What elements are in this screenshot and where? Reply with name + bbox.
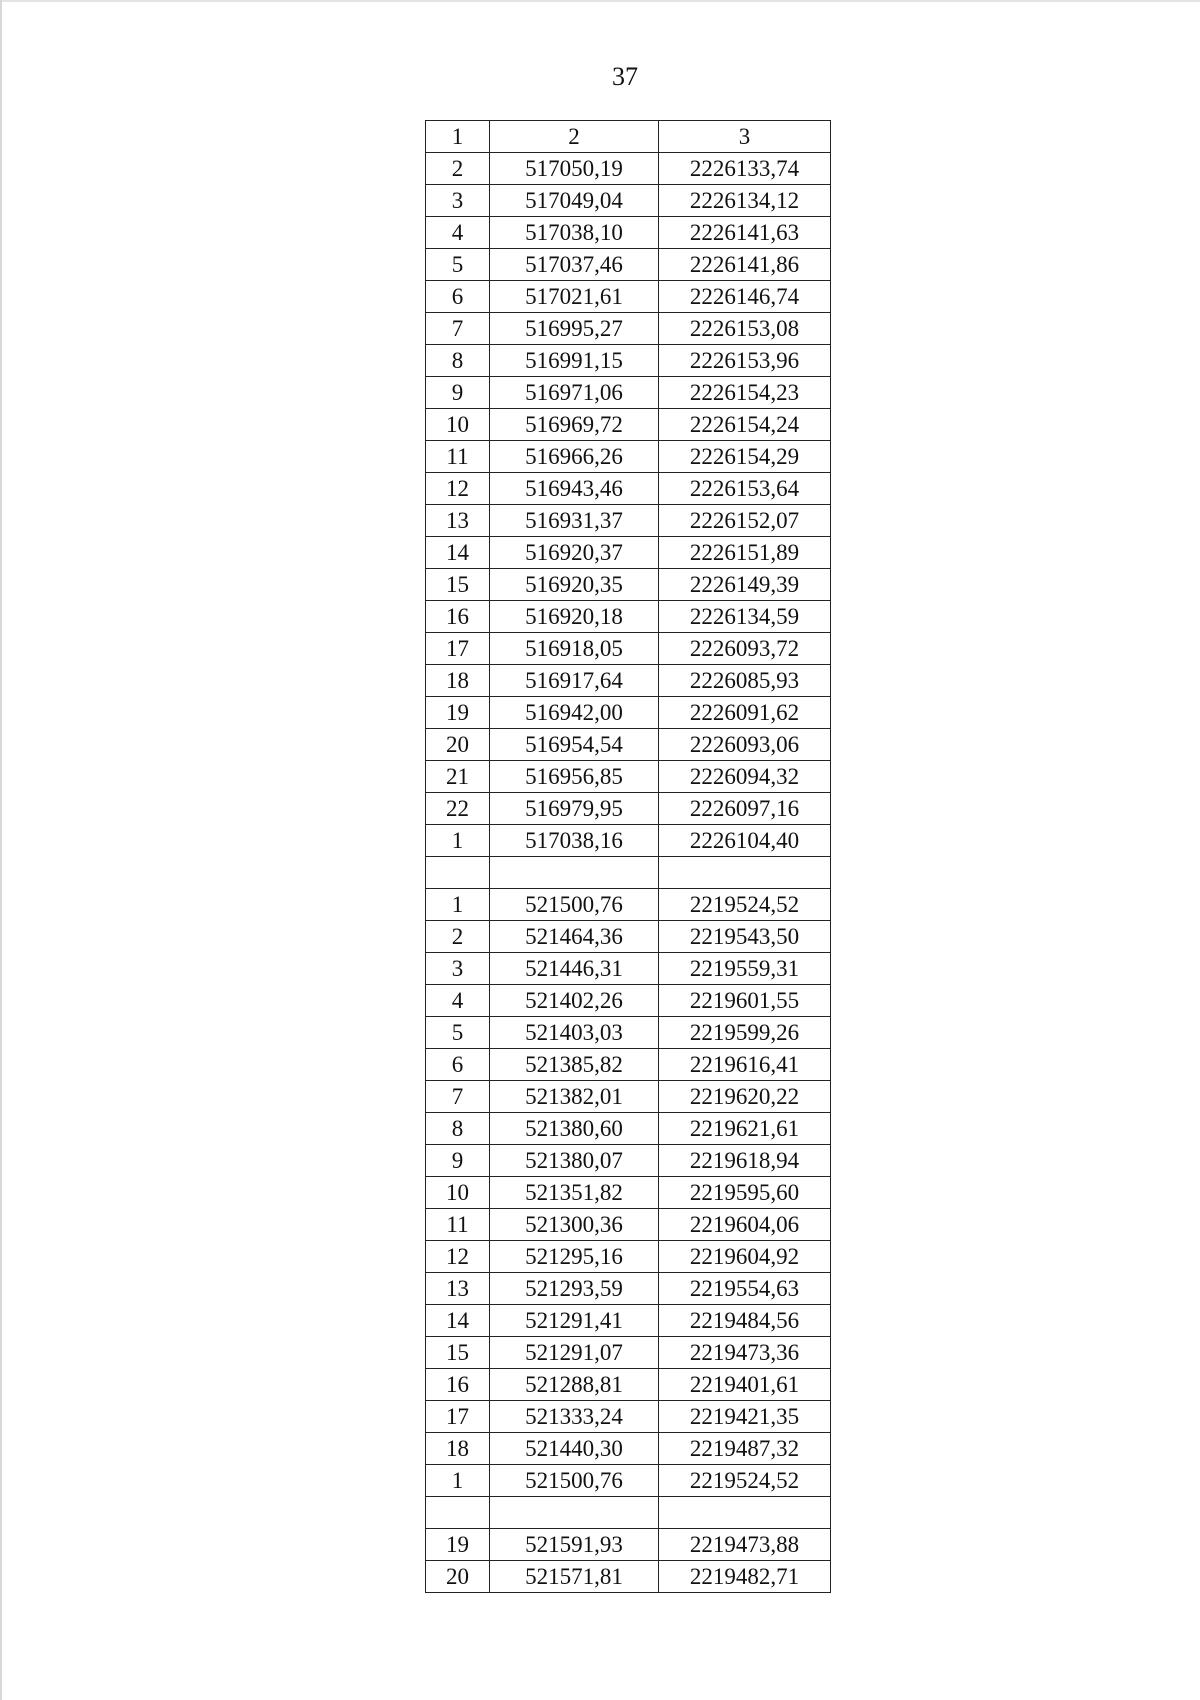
y-coordinate-cell: 2219473,88 (659, 1529, 831, 1561)
x-coordinate-cell: 517038,16 (490, 825, 659, 857)
x-coordinate-cell: 516954,54 (490, 729, 659, 761)
table-row (426, 345, 831, 377)
point-number-cell: 9 (426, 377, 490, 409)
table-row (426, 537, 831, 569)
y-coordinate-cell: 2226151,89 (659, 537, 831, 569)
point-number-cell: 2 (426, 921, 490, 953)
table-row (426, 953, 831, 985)
x-coordinate-cell: 521402,26 (490, 985, 659, 1017)
point-number-cell: 11 (426, 1209, 490, 1241)
y-coordinate-cell: 2226153,64 (659, 473, 831, 505)
header-cell-x: 2 (490, 121, 659, 153)
x-coordinate-cell: 516979,95 (490, 793, 659, 825)
table-row (426, 505, 831, 537)
x-coordinate-cell: 521380,60 (490, 1113, 659, 1145)
y-coordinate-cell: 2226134,59 (659, 601, 831, 633)
table-row (426, 1465, 831, 1497)
point-number-cell: 12 (426, 1241, 490, 1273)
coordinates-table (425, 120, 831, 1593)
x-coordinate-cell: 521446,31 (490, 953, 659, 985)
point-number-cell: 8 (426, 1113, 490, 1145)
y-coordinate-cell: 2219620,22 (659, 1081, 831, 1113)
x-coordinate-cell: 516931,37 (490, 505, 659, 537)
point-number-cell: 6 (426, 1049, 490, 1081)
x-coordinate-cell: 521351,82 (490, 1177, 659, 1209)
y-coordinate-cell: 2219484,56 (659, 1305, 831, 1337)
table-row (426, 1209, 831, 1241)
x-coordinate-cell: 521333,24 (490, 1401, 659, 1433)
point-number-cell: 19 (426, 697, 490, 729)
y-coordinate-cell: 2226091,62 (659, 697, 831, 729)
x-coordinate-cell: 517021,61 (490, 281, 659, 313)
x-coordinate-cell: 516920,18 (490, 601, 659, 633)
table-row (426, 1177, 831, 1209)
x-coordinate-cell: 521385,82 (490, 1049, 659, 1081)
y-coordinate-cell: 2219473,36 (659, 1337, 831, 1369)
x-coordinate-cell: 521403,03 (490, 1017, 659, 1049)
y-coordinate-cell: 2226094,32 (659, 761, 831, 793)
y-coordinate-cell: 2226093,72 (659, 633, 831, 665)
y-coordinate-cell: 2219601,55 (659, 985, 831, 1017)
table-row (426, 1145, 831, 1177)
table-row (426, 153, 831, 185)
point-number-cell: 12 (426, 473, 490, 505)
point-number-cell: 1 (426, 1465, 490, 1497)
y-coordinate-cell: 2226149,39 (659, 569, 831, 601)
table-row (426, 1273, 831, 1305)
x-coordinate-cell: 521291,41 (490, 1305, 659, 1337)
point-number-cell: 8 (426, 345, 490, 377)
point-number-cell: 5 (426, 249, 490, 281)
y-coordinate-cell: 2226093,06 (659, 729, 831, 761)
point-number-cell: 18 (426, 665, 490, 697)
table-row (426, 729, 831, 761)
point-number-cell: 9 (426, 1145, 490, 1177)
point-number-cell: 19 (426, 1529, 490, 1561)
y-coordinate-cell: 2219595,60 (659, 1177, 831, 1209)
y-coordinate-cell: 2226133,74 (659, 153, 831, 185)
table-row (426, 1241, 831, 1273)
y-coordinate-cell: 2219524,52 (659, 1465, 831, 1497)
point-number-cell: 3 (426, 185, 490, 217)
y-coordinate-cell: 2219482,71 (659, 1561, 831, 1593)
point-number-cell: 1 (426, 889, 490, 921)
y-coordinate-cell: 2219621,61 (659, 1113, 831, 1145)
table-row (426, 249, 831, 281)
table-row (426, 1113, 831, 1145)
x-coordinate-cell: 521440,30 (490, 1433, 659, 1465)
y-coordinate-cell: 2226141,86 (659, 249, 831, 281)
table-row (426, 601, 831, 633)
x-coordinate-cell (490, 857, 659, 889)
x-coordinate-cell: 516920,37 (490, 537, 659, 569)
y-coordinate-cell: 2219616,41 (659, 1049, 831, 1081)
point-number-cell: 2 (426, 153, 490, 185)
x-coordinate-cell: 521500,76 (490, 1465, 659, 1497)
page-edge-left (0, 0, 2, 1700)
y-coordinate-cell: 2226153,08 (659, 313, 831, 345)
table-header-row (426, 121, 831, 153)
point-number-cell: 16 (426, 601, 490, 633)
y-coordinate-cell: 2219604,92 (659, 1241, 831, 1273)
x-coordinate-cell: 521571,81 (490, 1561, 659, 1593)
y-coordinate-cell: 2226085,93 (659, 665, 831, 697)
point-number-cell: 6 (426, 281, 490, 313)
x-coordinate-cell: 516966,26 (490, 441, 659, 473)
table-row (426, 185, 831, 217)
x-coordinate-cell: 516956,85 (490, 761, 659, 793)
x-coordinate-cell: 521293,59 (490, 1273, 659, 1305)
x-coordinate-cell: 517038,10 (490, 217, 659, 249)
x-coordinate-cell: 521380,07 (490, 1145, 659, 1177)
table-row (426, 1081, 831, 1113)
x-coordinate-cell: 521300,36 (490, 1209, 659, 1241)
point-number-cell: 7 (426, 313, 490, 345)
point-number-cell: 13 (426, 505, 490, 537)
point-number-cell: 1 (426, 825, 490, 857)
x-coordinate-cell (490, 1497, 659, 1529)
y-coordinate-cell: 2219524,52 (659, 889, 831, 921)
x-coordinate-cell: 521464,36 (490, 921, 659, 953)
table-row (426, 921, 831, 953)
table-row (426, 793, 831, 825)
point-number-cell: 4 (426, 985, 490, 1017)
point-number-cell: 3 (426, 953, 490, 985)
x-coordinate-cell: 516942,00 (490, 697, 659, 729)
table-row (426, 1401, 831, 1433)
point-number-cell: 22 (426, 793, 490, 825)
point-number-cell: 13 (426, 1273, 490, 1305)
page-edge-top (0, 0, 1200, 2)
point-number-cell: 5 (426, 1017, 490, 1049)
table-row (426, 1305, 831, 1337)
point-number-cell: 18 (426, 1433, 490, 1465)
x-coordinate-cell: 521382,01 (490, 1081, 659, 1113)
x-coordinate-cell: 516971,06 (490, 377, 659, 409)
x-coordinate-cell: 517037,46 (490, 249, 659, 281)
x-coordinate-cell: 516991,15 (490, 345, 659, 377)
table-row (426, 409, 831, 441)
point-number-cell: 10 (426, 409, 490, 441)
point-number-cell: 10 (426, 1177, 490, 1209)
x-coordinate-cell: 521288,81 (490, 1369, 659, 1401)
y-coordinate-cell: 2226154,24 (659, 409, 831, 441)
x-coordinate-cell: 521500,76 (490, 889, 659, 921)
x-coordinate-cell: 516918,05 (490, 633, 659, 665)
table-row (426, 665, 831, 697)
x-coordinate-cell: 521295,16 (490, 1241, 659, 1273)
y-coordinate-cell: 2219604,06 (659, 1209, 831, 1241)
y-coordinate-cell: 2219401,61 (659, 1369, 831, 1401)
header-cell-point: 1 (426, 121, 490, 153)
y-coordinate-cell: 2226104,40 (659, 825, 831, 857)
x-coordinate-cell: 517049,04 (490, 185, 659, 217)
x-coordinate-cell: 521591,93 (490, 1529, 659, 1561)
table-row (426, 697, 831, 729)
table-row (426, 1529, 831, 1561)
point-number-cell: 15 (426, 1337, 490, 1369)
table-row (426, 1433, 831, 1465)
table-row (426, 281, 831, 313)
table-row (426, 889, 831, 921)
y-coordinate-cell (659, 857, 831, 889)
point-number-cell (426, 857, 490, 889)
page-number: 37 (612, 62, 638, 91)
point-number-cell: 17 (426, 633, 490, 665)
y-coordinate-cell: 2219559,31 (659, 953, 831, 985)
y-coordinate-cell: 2226154,29 (659, 441, 831, 473)
y-coordinate-cell: 2226097,16 (659, 793, 831, 825)
table-row (426, 761, 831, 793)
table-row (426, 217, 831, 249)
y-coordinate-cell: 2219487,32 (659, 1433, 831, 1465)
table-row (426, 569, 831, 601)
point-number-cell: 14 (426, 1305, 490, 1337)
table-row (426, 441, 831, 473)
table-row (426, 1369, 831, 1401)
table-row (426, 1561, 831, 1593)
coordinates-table-body (426, 121, 831, 1593)
table-row (426, 1049, 831, 1081)
x-coordinate-cell: 517050,19 (490, 153, 659, 185)
y-coordinate-cell: 2226134,12 (659, 185, 831, 217)
y-coordinate-cell: 2219618,94 (659, 1145, 831, 1177)
point-number-cell: 14 (426, 537, 490, 569)
y-coordinate-cell: 2226153,96 (659, 345, 831, 377)
point-number-cell (426, 1497, 490, 1529)
y-coordinate-cell: 2219599,26 (659, 1017, 831, 1049)
table-row (426, 377, 831, 409)
x-coordinate-cell: 516995,27 (490, 313, 659, 345)
x-coordinate-cell: 516917,64 (490, 665, 659, 697)
y-coordinate-cell: 2226141,63 (659, 217, 831, 249)
point-number-cell: 21 (426, 761, 490, 793)
y-coordinate-cell (659, 1497, 831, 1529)
table-row (426, 1017, 831, 1049)
point-number-cell: 17 (426, 1401, 490, 1433)
point-number-cell: 7 (426, 1081, 490, 1113)
x-coordinate-cell: 516943,46 (490, 473, 659, 505)
y-coordinate-cell: 2226146,74 (659, 281, 831, 313)
point-number-cell: 11 (426, 441, 490, 473)
point-number-cell: 20 (426, 1561, 490, 1593)
y-coordinate-cell: 2226152,07 (659, 505, 831, 537)
x-coordinate-cell: 516920,35 (490, 569, 659, 601)
table-row (426, 633, 831, 665)
table-row (426, 473, 831, 505)
table-row (426, 313, 831, 345)
y-coordinate-cell: 2219421,35 (659, 1401, 831, 1433)
y-coordinate-cell: 2219543,50 (659, 921, 831, 953)
table-row (426, 985, 831, 1017)
table-row (426, 1337, 831, 1369)
table-row (426, 1497, 831, 1529)
point-number-cell: 4 (426, 217, 490, 249)
x-coordinate-cell: 516969,72 (490, 409, 659, 441)
table-row (426, 857, 831, 889)
table-row (426, 825, 831, 857)
y-coordinate-cell: 2226154,23 (659, 377, 831, 409)
x-coordinate-cell: 521291,07 (490, 1337, 659, 1369)
y-coordinate-cell: 2219554,63 (659, 1273, 831, 1305)
point-number-cell: 20 (426, 729, 490, 761)
point-number-cell: 15 (426, 569, 490, 601)
point-number-cell: 16 (426, 1369, 490, 1401)
header-cell-y: 3 (659, 121, 831, 153)
